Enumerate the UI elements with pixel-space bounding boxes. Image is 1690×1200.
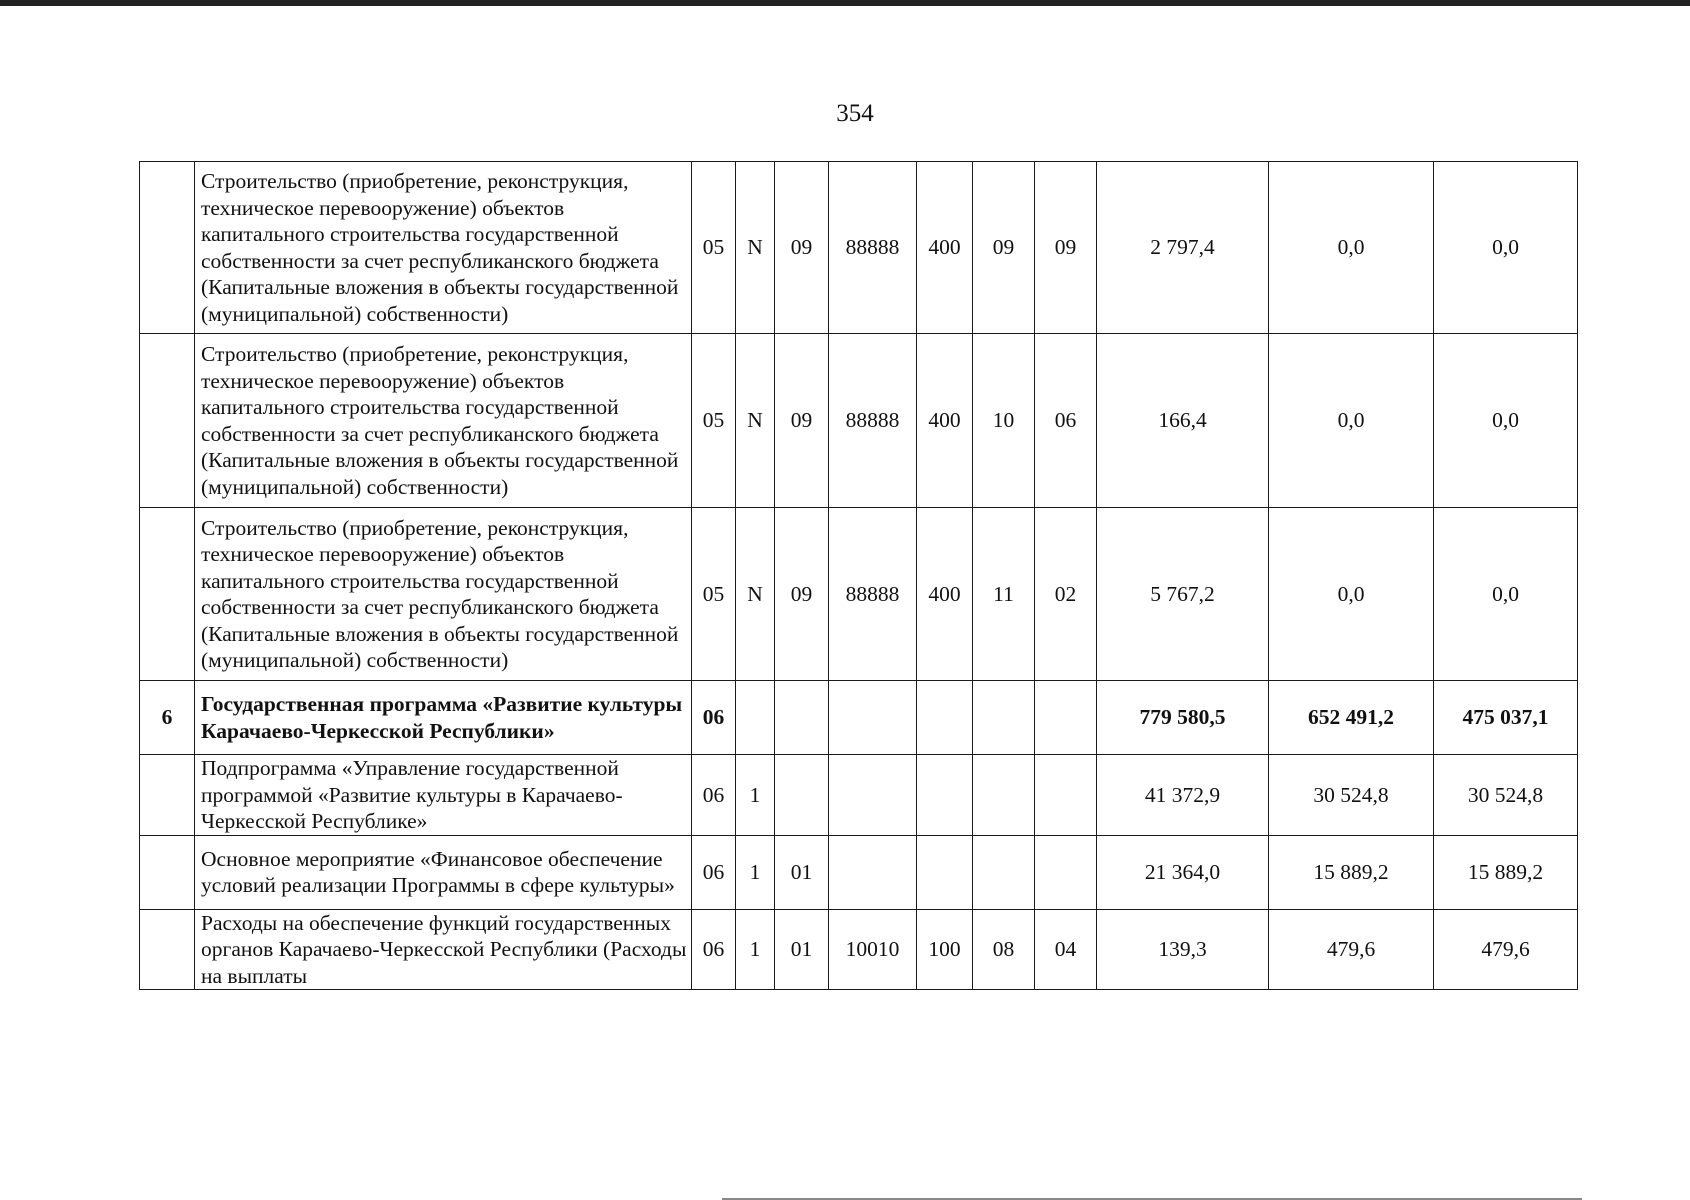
code-subprogram-cell: N — [736, 508, 775, 681]
row-name-cell: Строительство (приобретение, реконструкция, техническое перевооружение) объектов капитального строительства государственной собственности за счет республиканского бюджета (Капитальные вложения в объекты государственной (муниципальной) собственности) — [195, 162, 692, 334]
row-number-cell — [140, 755, 195, 836]
amount-year2-cell: 479,6 — [1269, 909, 1434, 990]
code-section-cell: 10 — [973, 334, 1035, 508]
code-expense-type-cell: 400 — [917, 162, 973, 334]
code-expense-type-cell — [917, 681, 973, 755]
amount-year1-cell: 41 372,9 — [1097, 755, 1269, 836]
code-measure-cell: 09 — [775, 162, 829, 334]
row-number-cell: 6 — [140, 681, 195, 755]
code-section-cell: 08 — [973, 909, 1035, 990]
amount-year3-cell: 479,6 — [1434, 909, 1578, 990]
row-name-cell: Расходы на обеспечение функций государственных органов Карачаево-Черкесской Республики (Расходы на выплаты — [195, 909, 692, 990]
code-measure-cell: 01 — [775, 835, 829, 909]
code-program-cell: 05 — [692, 334, 736, 508]
code-measure-cell: 01 — [775, 909, 829, 990]
table-row — [140, 755, 1578, 836]
code-subsection-cell — [1035, 755, 1097, 836]
row-number-cell — [140, 835, 195, 909]
code-program-cell: 06 — [692, 755, 736, 836]
code-program-cell: 06 — [692, 909, 736, 990]
table-row — [140, 508, 1578, 681]
amount-year3-cell: 15 889,2 — [1434, 835, 1578, 909]
amount-year3-cell: 475 037,1 — [1434, 681, 1578, 755]
code-subsection-cell: 04 — [1035, 909, 1097, 990]
amount-year1-cell: 139,3 — [1097, 909, 1269, 990]
row-name-cell: Основное мероприятие «Финансовое обеспечение условий реализации Программы в сфере культуры» — [195, 835, 692, 909]
code-subprogram-cell — [736, 681, 775, 755]
table-row — [140, 835, 1578, 909]
amount-year3-cell: 0,0 — [1434, 334, 1578, 508]
code-subprogram-cell: 1 — [736, 835, 775, 909]
code-section-cell: 09 — [973, 162, 1035, 334]
table-row — [140, 681, 1578, 755]
code-direction-cell — [829, 835, 917, 909]
top-border-line — [0, 0, 1690, 6]
code-direction-cell — [829, 755, 917, 836]
table-row — [140, 909, 1578, 990]
code-subsection-cell — [1035, 835, 1097, 909]
amount-year2-cell: 652 491,2 — [1269, 681, 1434, 755]
table-row — [140, 334, 1578, 508]
code-subsection-cell — [1035, 681, 1097, 755]
code-direction-cell — [829, 681, 917, 755]
code-expense-type-cell — [917, 835, 973, 909]
code-subsection-cell: 09 — [1035, 162, 1097, 334]
code-program-cell: 06 — [692, 835, 736, 909]
code-program-cell: 05 — [692, 162, 736, 334]
code-subprogram-cell: N — [736, 334, 775, 508]
code-section-cell — [973, 681, 1035, 755]
table-body — [140, 162, 1578, 990]
row-name-cell: Государственная программа «Развитие культуры Карачаево-Черкесской Республики» — [195, 681, 692, 755]
code-subsection-cell: 06 — [1035, 334, 1097, 508]
code-expense-type-cell: 400 — [917, 508, 973, 681]
code-subprogram-cell: 1 — [736, 909, 775, 990]
amount-year2-cell: 0,0 — [1269, 508, 1434, 681]
code-expense-type-cell: 400 — [917, 334, 973, 508]
page-number: 354 — [836, 100, 874, 127]
amount-year1-cell: 166,4 — [1097, 334, 1269, 508]
code-subprogram-cell: N — [736, 162, 775, 334]
code-subsection-cell: 02 — [1035, 508, 1097, 681]
amount-year3-cell: 30 524,8 — [1434, 755, 1578, 836]
amount-year2-cell: 0,0 — [1269, 162, 1434, 334]
code-subprogram-cell: 1 — [736, 755, 775, 836]
amount-year1-cell: 5 767,2 — [1097, 508, 1269, 681]
amount-year1-cell: 2 797,4 — [1097, 162, 1269, 334]
code-measure-cell: 09 — [775, 334, 829, 508]
code-direction-cell: 88888 — [829, 508, 917, 681]
code-program-cell: 06 — [692, 681, 736, 755]
amount-year3-cell: 0,0 — [1434, 508, 1578, 681]
budget-table — [139, 161, 1578, 990]
code-expense-type-cell — [917, 755, 973, 836]
row-number-cell — [140, 508, 195, 681]
row-number-cell — [140, 162, 195, 334]
row-name-cell: Строительство (приобретение, реконструкция, техническое перевооружение) объектов капитального строительства государственной собственности за счет республиканского бюджета (Капитальные вложения в объекты государственной (муниципальной) собственности) — [195, 334, 692, 508]
amount-year2-cell: 30 524,8 — [1269, 755, 1434, 836]
row-number-cell — [140, 334, 195, 508]
amount-year1-cell: 779 580,5 — [1097, 681, 1269, 755]
code-measure-cell — [775, 681, 829, 755]
code-measure-cell: 09 — [775, 508, 829, 681]
amount-year1-cell: 21 364,0 — [1097, 835, 1269, 909]
code-section-cell: 11 — [973, 508, 1035, 681]
code-measure-cell — [775, 755, 829, 836]
code-direction-cell: 88888 — [829, 162, 917, 334]
code-section-cell — [973, 755, 1035, 836]
amount-year2-cell: 15 889,2 — [1269, 835, 1434, 909]
code-program-cell: 05 — [692, 508, 736, 681]
table-row — [140, 162, 1578, 334]
code-direction-cell: 10010 — [829, 909, 917, 990]
code-expense-type-cell: 100 — [917, 909, 973, 990]
row-name-cell: Подпрограмма «Управление государственной программой «Развитие культуры в Карачаево-Черкесской Республике» — [195, 755, 692, 836]
row-name-cell: Строительство (приобретение, реконструкция, техническое перевооружение) объектов капитального строительства государственной собственности за счет республиканского бюджета (Капитальные вложения в объекты государственной (муниципальной) собственности) — [195, 508, 692, 681]
amount-year3-cell: 0,0 — [1434, 162, 1578, 334]
code-direction-cell: 88888 — [829, 334, 917, 508]
amount-year2-cell: 0,0 — [1269, 334, 1434, 508]
code-section-cell — [973, 835, 1035, 909]
row-number-cell — [140, 909, 195, 990]
